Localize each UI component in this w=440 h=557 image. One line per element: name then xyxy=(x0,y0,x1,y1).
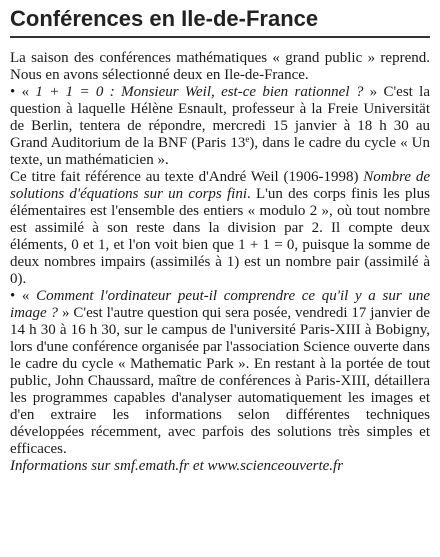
weil-text-a: Ce titre fait référence au texte d'André Weil (1906-1998) xyxy=(10,169,364,185)
talk2-bullet: • « xyxy=(10,288,37,304)
talk1-paragraph xyxy=(10,84,430,169)
talk2-title: Comment l'ordinateur peut-il comprendre ce qu'il y a sur une image ? xyxy=(10,288,430,321)
weil-book-title: Nombre de solutions d'équations sur un corps fini xyxy=(10,169,430,202)
talk2-text: » C'est l'autre question qui sera posée, vendredi 17 janvier de 14 h 30 à 16 h 30, sur le campus de l'université Paris-XIII à Bobigny, lors d'une conférence organisée par l'association Science ouverte dans le cadre du cycle « Mathematic Park ». En restant à la portée de tout public, John Chaussard, maître de conférences à Paris-XIII, détaillera les programmes capables d'analyser automatiquement les images et d'en extraire les informations selon différentes techniques développées récemment, avec parfois des solutions très simples et efficaces. xyxy=(10,305,430,457)
title-rule xyxy=(10,36,430,38)
talk1-text-a: » C'est la question à laquelle Hélène Esnault, professeur à la Freie Universität de Berlin, tentera de répondre, mercredi 15 janvier à 18 h 30 au Grand Auditorium de la BNF (Paris 13 xyxy=(10,84,430,151)
article-body xyxy=(10,50,430,475)
weil-text-b: . L'un des corps finis les plus élémentaires est l'ensemble des entiers « modulo 2 », où tout nombre est assimilé à son reste dans la division par 2. Il compte deux éléments, 0 et 1, et l'on voit bien que 1 + 1 = 0, puisque la somme de deux nombres impairs (assimilés à 1) est un nombre pair (assimilé à 0). xyxy=(10,186,430,287)
info-line: Informations sur smf.emath.fr et www.scienceouverte.fr xyxy=(10,458,344,474)
talk2-paragraph xyxy=(10,288,430,458)
talk1-bullet: • « xyxy=(10,84,36,100)
intro-paragraph: La saison des conférences mathématiques « grand public » reprend. Nous en avons sélectionné deux en Ile-de-France. xyxy=(10,50,430,83)
weil-paragraph xyxy=(10,169,430,288)
talk1-title: 1 + 1 = 0 : Monsieur Weil, est-ce bien rationnel ? xyxy=(35,84,364,100)
talk1-sup: e xyxy=(245,134,250,144)
talk1-text-b: ), dans le cadre du cycle « Un texte, un mathématicien ». xyxy=(10,135,430,168)
article-title: Conférences en Ile-de-France xyxy=(10,6,319,31)
